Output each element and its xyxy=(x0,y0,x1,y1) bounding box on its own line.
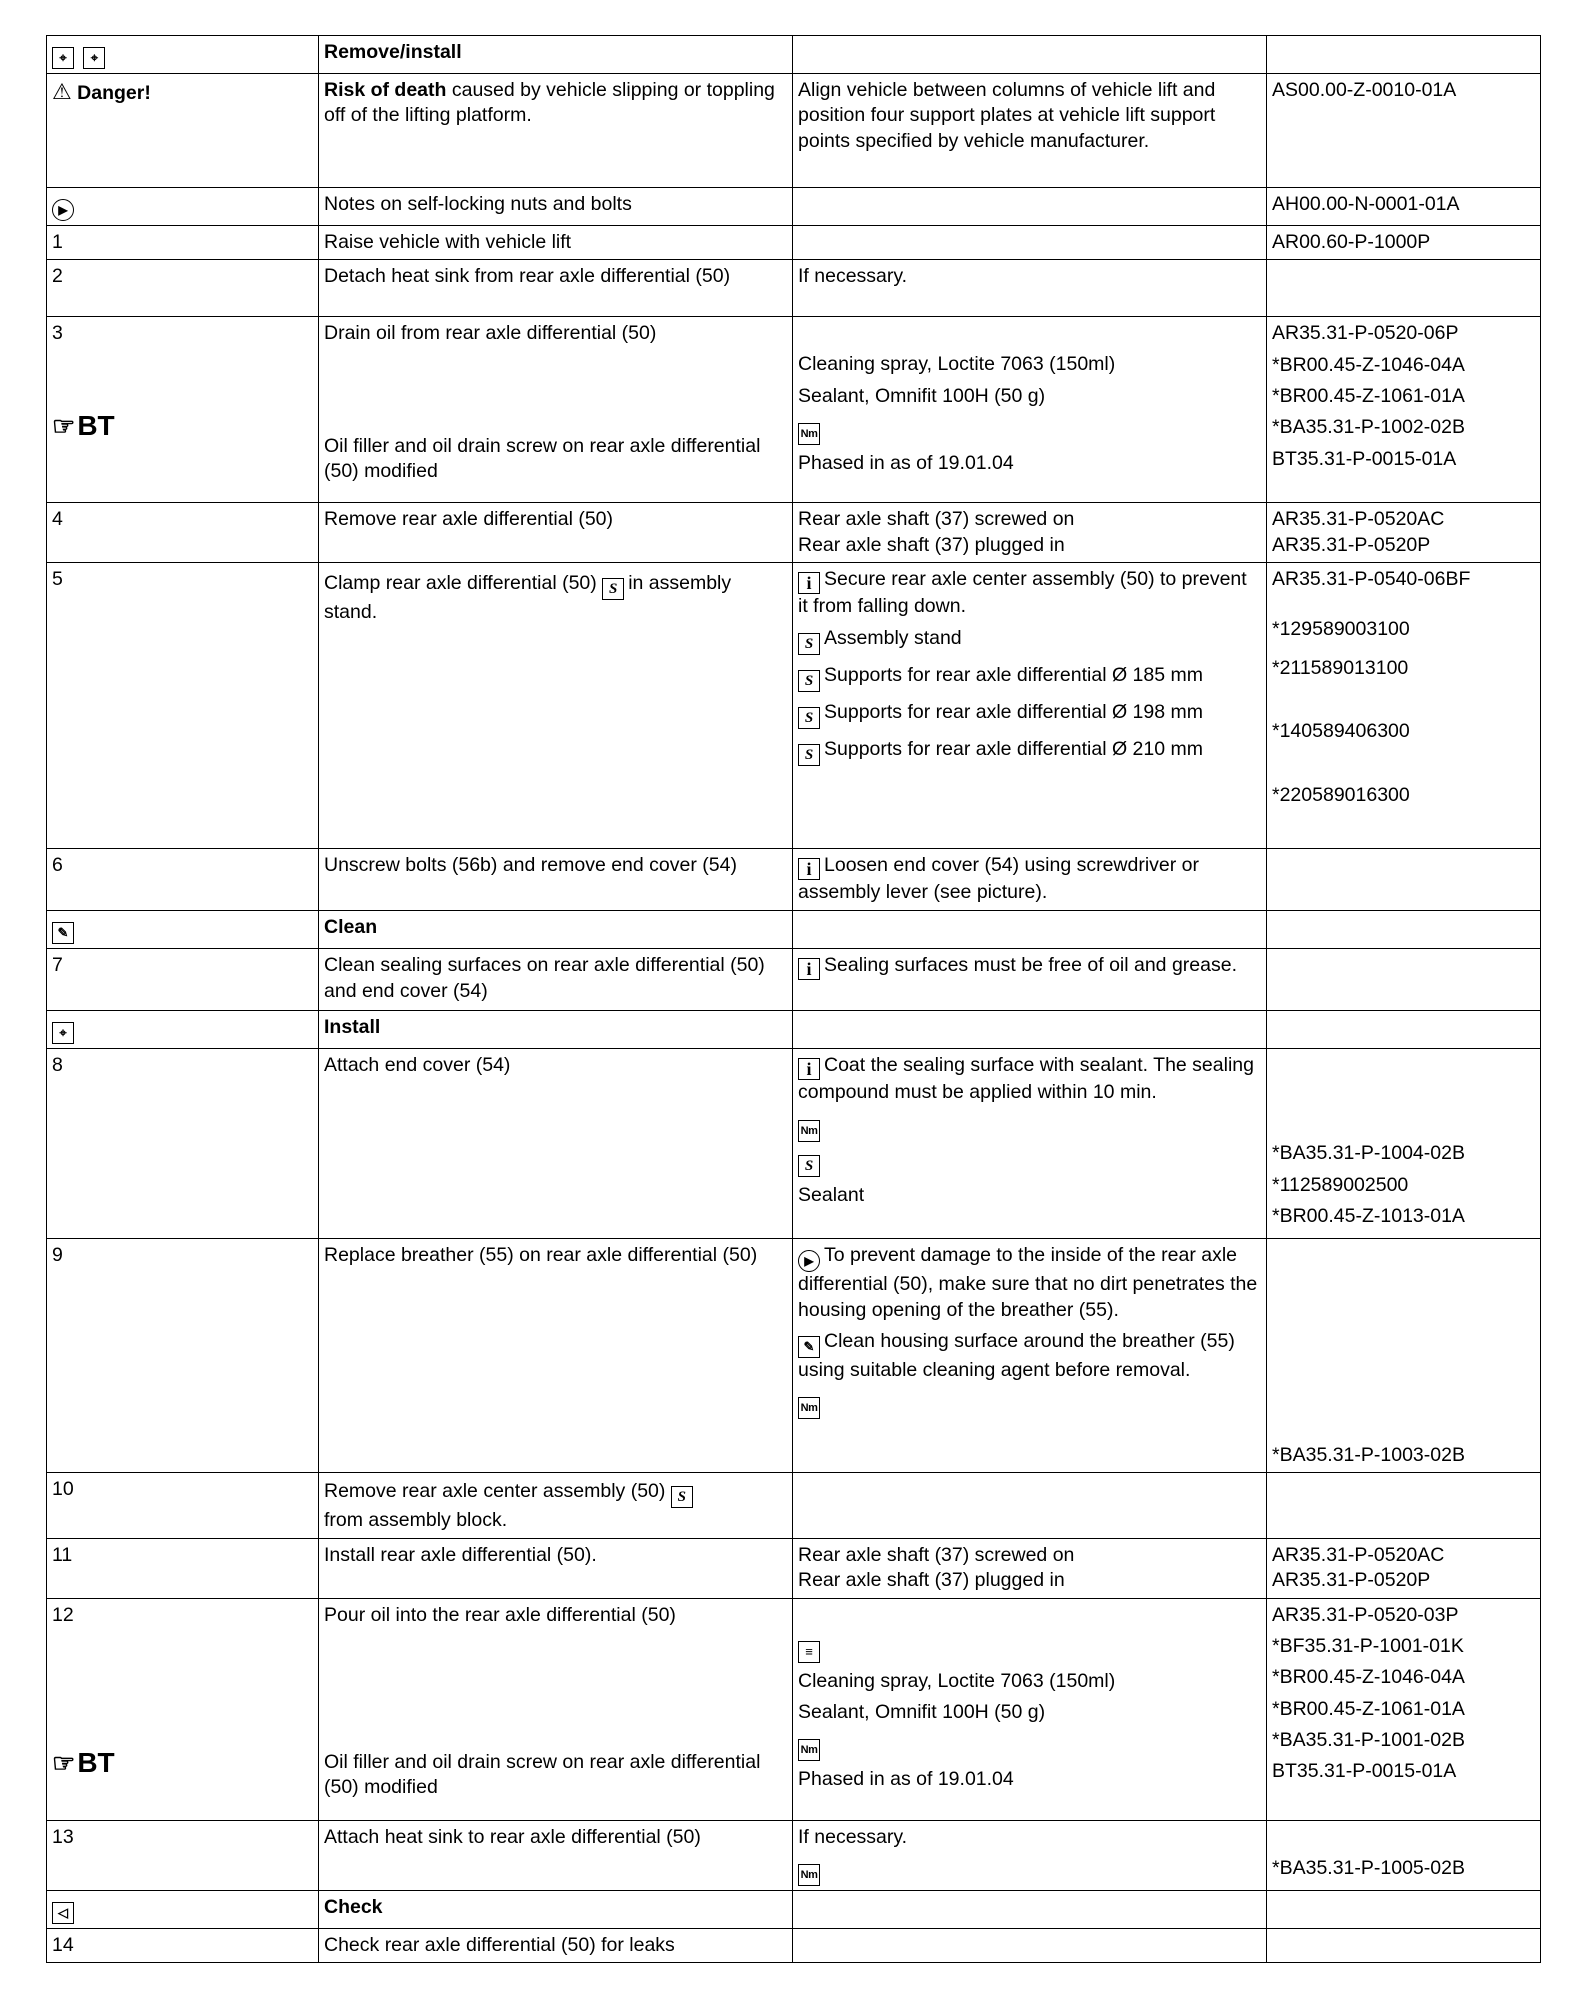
step-number: 11 xyxy=(47,1538,319,1598)
description-cell: Raise vehicle with vehicle lift xyxy=(319,226,793,260)
bt-marker: ☞BT xyxy=(52,1747,115,1779)
torque-icon: Nm xyxy=(798,423,820,445)
remove-icon: ⌖ xyxy=(52,47,74,69)
special-tool-icon: S xyxy=(798,707,820,729)
special-tool-icon: S xyxy=(602,578,624,600)
description-cell: Unscrew bolts (56b) and remove end cover (54) xyxy=(319,849,793,911)
clean-icon: ✎ xyxy=(798,1336,820,1358)
table-row xyxy=(47,1538,1541,1598)
info-icon: i xyxy=(798,958,820,980)
info-icon: i xyxy=(798,1058,820,1080)
note-cell: ▶ To prevent damage to the inside of the rear axle differential (50), make sure that no dirt penetrates the housing opening of the breather (55). ✎ Clean housing surface around the breather (55) using suitable cleaning agent before removal. Nm xyxy=(793,1239,1267,1473)
install-icon: ⌖ xyxy=(52,1022,74,1044)
table-row xyxy=(47,1049,1541,1239)
step-number: 7 xyxy=(47,949,319,1011)
table-row xyxy=(47,36,1541,74)
procedure-table xyxy=(46,35,1541,1963)
description-cell: Clamp rear axle differential (50) S in assembly stand. xyxy=(319,563,793,849)
bt-description: Oil filler and oil drain screw on rear axle differential (50) modified xyxy=(324,1751,761,1799)
table-row xyxy=(47,317,1541,503)
table-row xyxy=(47,949,1541,1011)
hand-pointer-icon: ☞ xyxy=(52,1748,76,1779)
note-cell: Cleaning spray, Loctite 7063 (150ml) Sealant, Omnifit 100H (50 g) Nm Phased in as of 19.01.04 xyxy=(793,317,1267,503)
step-number: 12 xyxy=(52,1603,74,1626)
ref-cell: *BA35.31-P-1004-02B *112589002500 *BR00.45-Z-1013-01A xyxy=(1267,1049,1541,1239)
special-tool-icon: S xyxy=(798,633,820,655)
special-tool-icon: S xyxy=(798,744,820,766)
table-row xyxy=(47,849,1541,911)
note-icon: ▶ xyxy=(798,1250,820,1272)
table-row xyxy=(47,503,1541,563)
ref-cell: AR35.31-P-0520AC AR35.31-P-0520P xyxy=(1267,503,1541,563)
step-number: 4 xyxy=(47,503,319,563)
bt-description: Oil filler and oil drain screw on rear axle differential (50) modified xyxy=(324,434,761,483)
table-row xyxy=(47,1239,1541,1473)
table-row xyxy=(47,1820,1541,1890)
step-number: 6 xyxy=(47,849,319,911)
note-cell: i Coat the sealing surface with sealant. The sealing compound must be applied within 10 min. Nm S Sealant xyxy=(793,1049,1267,1239)
note-cell: Rear axle shaft (37) screwed on Rear axle shaft (37) plugged in xyxy=(793,503,1267,563)
description-cell: Detach heat sink from rear axle differential (50) xyxy=(319,260,793,317)
description-cell: Remove rear axle center assembly (50) S from assembly block. xyxy=(319,1473,793,1538)
danger-label: Danger! xyxy=(77,82,151,104)
oil-icon: ≡ xyxy=(798,1641,820,1663)
table-row xyxy=(47,1473,1541,1538)
section-title: Remove/install xyxy=(319,36,793,74)
install-icon: ⌖ xyxy=(83,47,105,69)
table-row xyxy=(47,188,1541,226)
section-title: Install xyxy=(319,1011,793,1049)
table-row xyxy=(47,226,1541,260)
special-tool-icon: S xyxy=(671,1486,693,1508)
step-number: 1 xyxy=(47,226,319,260)
ref-cell: AR35.31-P-0520AC AR35.31-P-0520P xyxy=(1267,1538,1541,1598)
info-icon: i xyxy=(798,858,820,880)
risk-text: caused by vehicle slipping or toppling off of the lifting platform. xyxy=(324,79,775,127)
description-cell: Attach heat sink to rear axle differential (50) xyxy=(319,1820,793,1890)
description-cell: Install rear axle differential (50). xyxy=(319,1538,793,1598)
description-cell: Drain oil from rear axle differential (50) Oil filler and oil drain screw on rear axle differential (50) modified xyxy=(319,317,793,503)
step-number: 2 xyxy=(47,260,319,317)
section-title: Check xyxy=(319,1891,793,1929)
torque-icon: Nm xyxy=(798,1739,820,1761)
torque-icon: Nm xyxy=(798,1864,820,1886)
torque-icon: Nm xyxy=(798,1397,820,1419)
description-cell: Replace breather (55) on rear axle differential (50) xyxy=(319,1239,793,1473)
bt-marker: ☞BT xyxy=(52,409,115,441)
ref-cell: AH00.00-N-0001-01A xyxy=(1267,188,1541,226)
description-cell: Check rear axle differential (50) for leaks xyxy=(319,1929,793,1963)
ref-cell: AR35.31-P-0540-06BF *129589003100 *211589013100 *140589406300 *220589016300 xyxy=(1267,563,1541,849)
hand-pointer-icon: ☞ xyxy=(52,410,76,441)
table-row xyxy=(47,1598,1541,1820)
note-cell: Align vehicle between columns of vehicle lift and position four support plates at vehicle lift support points specified by vehicle manufacturer. xyxy=(793,74,1267,188)
warning-icon: ⚠ xyxy=(52,79,72,104)
step-cell xyxy=(47,1011,319,1049)
step-number: 10 xyxy=(47,1473,319,1538)
note-cell: i Loosen end cover (54) using screwdriver or assembly lever (see picture). xyxy=(793,849,1267,911)
note-cell: Rear axle shaft (37) screwed on Rear axle shaft (37) plugged in xyxy=(793,1538,1267,1598)
step-number: 14 xyxy=(47,1929,319,1963)
table-row xyxy=(47,260,1541,317)
description-cell: Notes on self-locking nuts and bolts xyxy=(319,188,793,226)
table-row xyxy=(47,1011,1541,1049)
step-cell xyxy=(47,188,319,226)
table-row xyxy=(47,1891,1541,1929)
special-tool-icon: S xyxy=(798,1155,820,1177)
step-cell xyxy=(47,36,319,74)
step-number: 5 xyxy=(47,563,319,849)
table-row xyxy=(47,1929,1541,1963)
info-icon: i xyxy=(798,572,820,594)
step-cell xyxy=(47,911,319,949)
step-number: 13 xyxy=(47,1820,319,1890)
note-cell: If necessary. xyxy=(793,260,1267,317)
special-tool-icon: S xyxy=(798,670,820,692)
step-cell xyxy=(47,1598,319,1820)
ref-cell: AR00.60-P-1000P xyxy=(1267,226,1541,260)
table-row xyxy=(47,911,1541,949)
ref-cell: AR35.31-P-0520-03P *BF35.31-P-1001-01K *BR00.45-Z-1046-04A *BR00.45-Z-1061-01A *BA35.31-P-1001-02B BT35.31-P-0015-01A xyxy=(1267,1598,1541,1820)
note-cell: ≡ Cleaning spray, Loctite 7063 (150ml) Sealant, Omnifit 100H (50 g) Nm Phased in as of 19.01.04 xyxy=(793,1598,1267,1820)
clean-icon: ✎ xyxy=(52,922,74,944)
description-cell: Attach end cover (54) xyxy=(319,1049,793,1239)
note-icon: ▶ xyxy=(52,199,74,221)
ref-cell: *BA35.31-P-1003-02B xyxy=(1267,1239,1541,1473)
table-row xyxy=(47,74,1541,188)
table-row xyxy=(47,563,1541,849)
note-cell: If necessary. Nm xyxy=(793,1820,1267,1890)
note-cell: i Sealing surfaces must be free of oil and grease. xyxy=(793,949,1267,1011)
check-icon: ◁ xyxy=(52,1902,74,1924)
step-number: 8 xyxy=(47,1049,319,1239)
note-cell: i Secure rear axle center assembly (50) to prevent it from falling down. S Assembly stand S Supports for rear axle differential Ø 185 mm S Supports for rear axle differential Ø 198 mm S Supports for rear axle differential Ø 210 mm xyxy=(793,563,1267,849)
step-cell xyxy=(47,1891,319,1929)
description-cell: Remove rear axle differential (50) xyxy=(319,503,793,563)
ref-cell: AS00.00-Z-0010-01A xyxy=(1267,74,1541,188)
section-title: Clean xyxy=(319,911,793,949)
torque-icon: Nm xyxy=(798,1120,820,1142)
description-cell: Clean sealing surfaces on rear axle differential (50) and end cover (54) xyxy=(319,949,793,1011)
risk-title: Risk of death xyxy=(324,79,447,101)
step-cell xyxy=(47,317,319,503)
step-cell xyxy=(47,74,319,188)
step-number: 9 xyxy=(47,1239,319,1473)
description-cell: Pour oil into the rear axle differential (50) Oil filler and oil drain screw on rear axle differential (50) modified xyxy=(319,1598,793,1820)
description-cell xyxy=(319,74,793,188)
ref-cell: *BA35.31-P-1005-02B xyxy=(1267,1820,1541,1890)
ref-cell: AR35.31-P-0520-06P *BR00.45-Z-1046-04A *BR00.45-Z-1061-01A *BA35.31-P-1002-02B BT35.31-P-0015-01A xyxy=(1267,317,1541,503)
step-number: 3 xyxy=(52,322,63,345)
